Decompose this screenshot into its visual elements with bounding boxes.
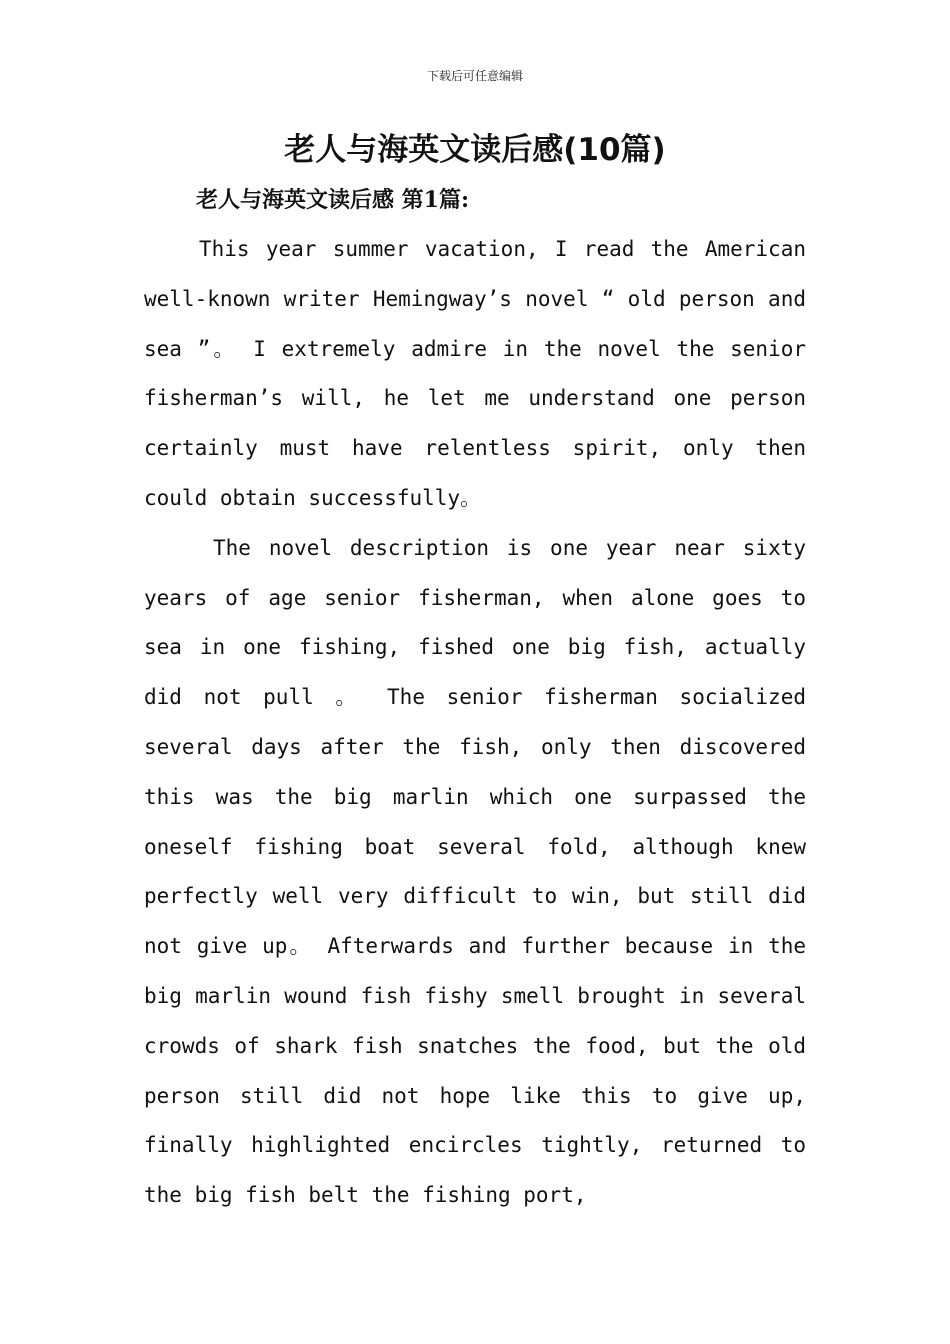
paragraph-1: This year summer vacation, I read the American well-known writer Hemingway’s novel “ old person and sea ”。 I extremely admire in the novel the senior fisherman’s will, he let me understand one person certainly must have relentless spirit, only then could obtain successfully。 <box>144 237 806 510</box>
document-title: 老人与海英文读后感(10篇) <box>284 132 666 168</box>
header-note: 下载后可任意编辑 <box>426 69 523 83</box>
document-body <box>144 225 806 1221</box>
section-heading: 老人与海英文读后感 第1篇: <box>196 187 470 213</box>
paragraph-2: The novel description is one year near sixty years of age senior fisherman, when alone goes to sea in one fishing, fished one big fish, actually did not pull 。 The senior fisherman socialized several days after the fish, only then discovered this was the big marlin which one surpassed the oneself fishing boat several fold, although knew perfectly well very difficult to win, but still did not give up。 Afterwards and further because in the big marlin wound fish fishy smell brought in several crowds of shark fish snatches the food, but the old person still did not hope like this to give up, finally highlighted encircles tightly, returned to the big fish belt the fishing port, <box>144 535 806 1208</box>
